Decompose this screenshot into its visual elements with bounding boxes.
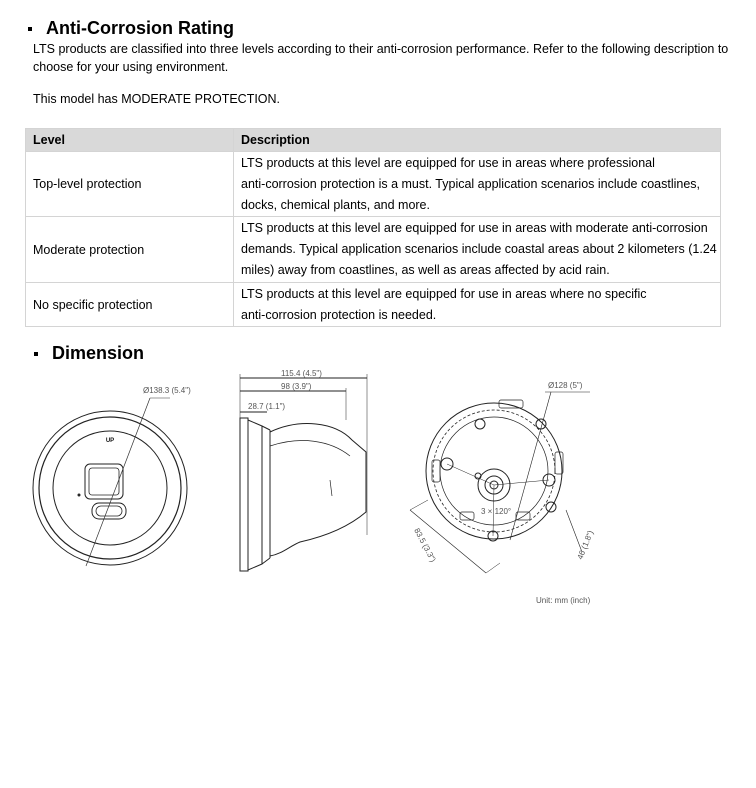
side-body-label: 98 (3.9") <box>281 382 312 391</box>
anti-corrosion-table <box>25 128 721 327</box>
unit-note: Unit: mm (inch) <box>536 596 591 605</box>
table-row <box>26 282 721 327</box>
description-line: miles) away from coastlines, as well as areas affected by acid rain. <box>241 262 610 277</box>
description-line: docks, chemical plants, and more. <box>241 197 430 212</box>
base-offset-label: 46 (1.8") <box>575 529 596 561</box>
header-level: Level <box>26 129 234 152</box>
description-cell <box>234 217 721 282</box>
dimension-drawings <box>0 360 756 620</box>
base-hole-pattern-label: 3 × 120° <box>481 507 512 516</box>
description-line: demands. Typical application scenarios include coastal areas about 2 kilometers (1.24 <box>241 242 717 257</box>
dimension-title: Dimension <box>52 343 145 363</box>
base-diameter-label: Ø128 (5") <box>548 381 583 390</box>
table-row <box>26 217 721 282</box>
level-cell: Moderate protection <box>26 217 234 282</box>
base-span-label: 83.5 (3.3") <box>412 526 438 564</box>
level-cell: No specific protection <box>26 282 234 327</box>
table-header-row <box>26 129 721 152</box>
brand-logo: UP <box>105 438 115 444</box>
description-line: anti-corrosion protection is needed. <box>241 307 437 322</box>
base-view-drawing <box>410 392 590 573</box>
table-row <box>26 152 721 217</box>
side-base-label: 28.7 (1.1") <box>248 402 286 411</box>
description-line: anti-corrosion protection is a must. Typical application scenarios include coastlines, <box>241 176 701 191</box>
description-line: LTS products at this level are equipped for use in areas where professional <box>241 156 655 170</box>
side-overall-label: 115.4 (4.5") <box>281 369 322 378</box>
anti-corrosion-heading <box>28 18 234 39</box>
description-cell <box>234 282 721 327</box>
bullet-icon <box>28 27 32 31</box>
front-diameter-label: Ø138.3 (5.4") <box>143 386 191 395</box>
description-cell <box>234 152 721 217</box>
anti-corrosion-title: Anti-Corrosion Rating <box>46 18 234 38</box>
anti-corrosion-intro: LTS products are classified into three levels according to their anti-corrosion performance. Refer to the following description to choose for your using environment. <box>33 42 729 74</box>
bullet-icon <box>34 352 38 356</box>
description-line: LTS products at this level are equipped for use in areas with moderate anti-corrosion <box>241 221 708 236</box>
description-line: LTS products at this level are equipped for use in areas where no specific <box>241 286 647 301</box>
header-description: Description <box>234 129 721 152</box>
model-protection-note: This model has MODERATE PROTECTION. <box>33 92 281 106</box>
front-view-drawing <box>33 398 187 566</box>
level-cell: Top-level protection <box>26 152 234 217</box>
